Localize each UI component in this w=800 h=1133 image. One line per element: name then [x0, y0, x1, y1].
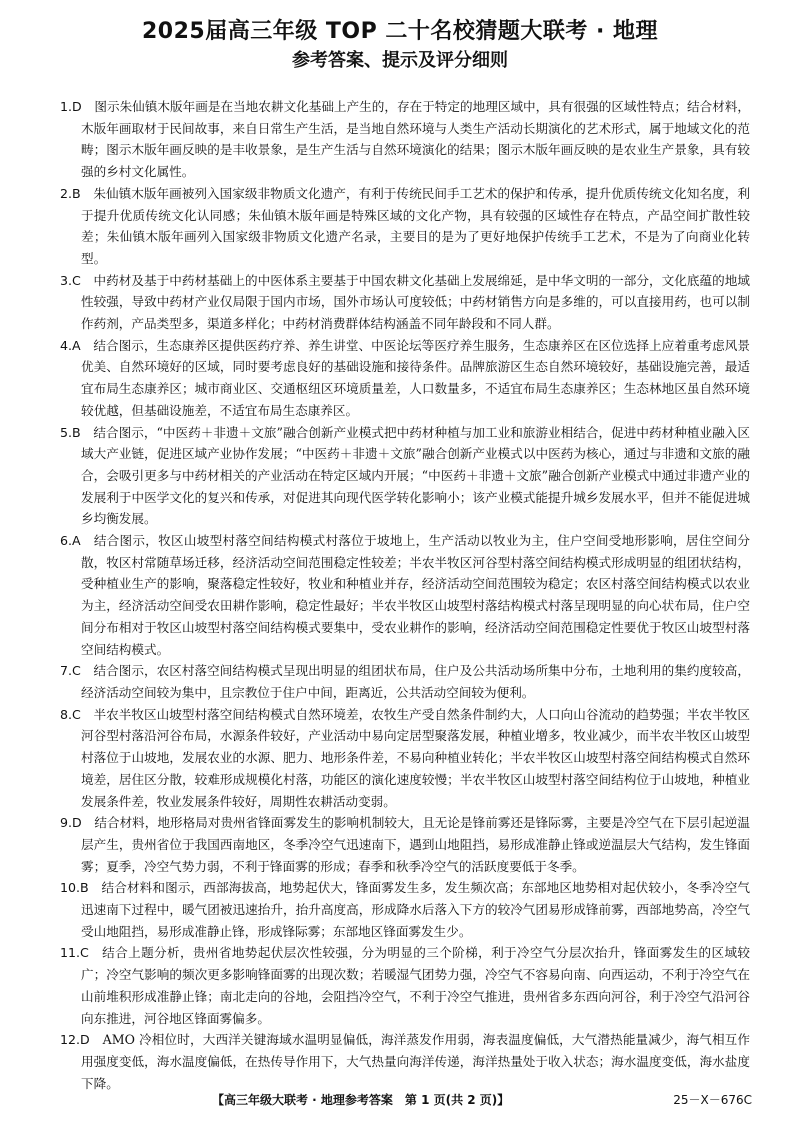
page-title: 2025届高三年级 TOP 二十名校猜题大联考 · 地理	[141, 19, 659, 44]
answer-list	[60, 96, 750, 1094]
answer-item-3: 3.C 中药材及基于中药材基础上的中医体系主要基于中国农耕文化基础上发展绵延，是中华文明的一部分，文化底蕴的地域性较强，导致中药材产业仅局限于国内市场，国外市场认可度较低；中药材销售方向是多维的，可以直接用药，也可以制作药剂，产品类型多，渠道多样化；中药材消费群体结构涵盖不同年龄段和不同人群。	[60, 272, 751, 332]
answer-item-10: 10.B 结合材料和图示，西部海拔高，地势起伏大，锋面雾发生多，发生频次高；东部地区地势相对起伏较小，冬季冷空气迅速南下过程中，暖气团被迅速抬升，抬升高度高，形成降水后落入下方的较冷气团易形成锋前雾，西部地势高，冷空气受山地阻挡，易形成准静止锋，形成锋际雾；东部地区锋面雾发生少。	[60, 880, 751, 939]
answer-item-11: 11.C 结合上题分析，贵州省地势起伏层次性较强，分为明显的三个阶梯，利于冷空气分层次抬升，锋面雾发生的区域较广；冷空气影响的频次更多影响锋面雾的出现次数；若暖湿气团势力强，冷空气不容易向南、向西运动，不利于冷空气在山前堆积形成准静止锋；南北走向的谷地，会阻挡冷空气，不利于冷空气推进，贵州省多东西向河谷，利于冷空气沿河谷向东推进，河谷地区锋面雾偏多。	[60, 945, 751, 1026]
answer-item-1: 1.D 图示朱仙镇木版年画是在当地农耕文化基础上产生的，存在于特定的地理区域中，具有很强的区域性特点；结合材料，木版年画取材于民间故事，来自日常生产生活，是当地自然环境与人类生产活动长期演化的艺术形式，属于地域文化的范畴；图示木版年画反映的是丰收景象，是生产生活与自然环境演化的结果；图示木版年画反映的是农业生产景象，具有较强的乡村文化属性。	[60, 99, 751, 180]
footer-code: 25－X－676C	[673, 1093, 752, 1107]
answer-item-6: 6.A 结合图示，牧区山坡型村落空间结构模式村落位于坡地上，生产活动以牧业为主，住户空间受地形影响，居住空间分散，牧区村常随草场迁移，经济活动空间范围稳定性较差；半农半牧区河谷型村落空间结构模式形成明显的组团状结构，受种植业生产的影响，聚落稳定性较好，牧业和种植业并存，经济活动空间范围较为稳定；农区村落空间结构模式以农业为主，经济活动空间受农田耕作影响，稳定性最好；半农半牧区山坡型村落结构模式村落呈现明显的向心状布局，住户空间分布相对于牧区山坡型村落空间结构模式要集中，受农业耕作的影响，经济活动空间范围稳定性要优于牧区山坡型村落空间结构模式。	[60, 533, 751, 657]
answer-item-7: 7.C 结合图示，农区村落空间结构模式呈现出明显的组团状布局，住户及公共活动场所集中分布，土地利用的集约度较高，经济活动空间较为集中，且宗教位于住户中间，距离近，公共活动空间较为便利。	[60, 663, 751, 700]
answer-item-8: 8.C 半农半牧区山坡型村落空间结构模式自然环境差，农牧生产受自然条件制约大，人口向山谷流动的趋势强；半农半牧区河谷型村落沿河谷布局，水源条件较好，产业活动中易向定居型聚落发展，种植业增多，牧业减少，而半农半牧区山坡型村落位于山坡地，发展农业的水源、肥力、地形条件差，不易向种植业转化；半农半牧区山坡型村落空间结构模式自然环境差，居住区分散，较难形成规模化村落，功能区的演化速度较慢；半农半牧区山坡型村落空间结构位于山坡地，种植业发展条件差，牧业发展条件较好，周期性农耕活动变弱。	[60, 706, 751, 809]
answer-item-4: 4.A 结合图示，生态康养区提供医药疗养、养生讲堂、中医论坛等医疗养生服务，生态康养区在区位选择上应着重考虑风景优美、自然环境好的区域，同时要考虑良好的基础设施和接待条件。品牌旅游区生态自然环境较好，基础设施完善，最适宜布局生态康养区；城市商业区、交通枢纽区环境质量差，人口数量多，不适宜布局生态康养区；生态林地区虽自然环境较优越，但基础设施差，不适宜布局生态康养区。	[60, 337, 751, 418]
footer-title: 【高三年级大联考 · 地理参考答案 第 1 页(共 2 页)】	[212, 1093, 510, 1107]
page-subtitle: 参考答案、提示及评分细则	[292, 50, 508, 71]
page-footer	[0, 1090, 800, 1110]
answer-item-9: 9.D 结合材料，地形格局对贵州省锋面雾发生的影响机制较大，且无论是锋前雾还是锋际雾，主要是冷空气在下层引起逆温层产生，贵州省位于我国西南地区，冬季冷空气迅速南下，遇到山地阻挡，易形成准静止锋或逆温层大气结构，发生锋面雾；夏季，冷空气势力弱，不利于锋面雾的形成；春季和秋季冷空气的活跃度要低于冬季。	[60, 815, 751, 874]
answer-item-12: 12.D AMO 冷相位时，大西洋关键海域水温明显偏低，海洋蒸发作用弱，海表温度偏低，大气潜热能量减少，海气相互作用强度变低，海水温度偏低，在热传导作用下，大气热量向海洋传递，海洋热量处于收入状态；海水温度变低，海水盐度下降。	[60, 1032, 750, 1091]
answer-item-2: 2.B 朱仙镇木版年画被列入国家级非物质文化遗产，有利于传统民间手工艺术的保护和传承，提升优质传统文化知名度，利于提升优质传统文化认同感；朱仙镇木版年画是特殊区域的文化产物，具有较强的区域性存在特点，产品空间扩散性较差；朱仙镇木版年画列入国家级非物质文化遗产名录，主要目的是为了更好地保护传统手工艺术，不是为了向商业化转型。	[60, 185, 751, 266]
answer-item-5: 5.B 结合图示，“中医药＋非遗＋文旅”融合创新产业模式把中药材种植与加工业和旅游业相结合，促进中药材种植业融入区域大产业链，促进区域产业协作发展；“中医药＋非遗＋文旅”融合创新产业模式以中医药为核心，通过与非遗和文旅的融合，会吸引更多与中药材相关的产业活动在特定区域内开展；“中医药＋非遗＋文旅”融合创新产业模式中通过非遗产业的发展利于中医学文化的复兴和传承，对促进其向现代医学转化影响小；该产业模式能提升城乡发展水平，但并不能促进城乡均衡发展。	[60, 424, 750, 527]
